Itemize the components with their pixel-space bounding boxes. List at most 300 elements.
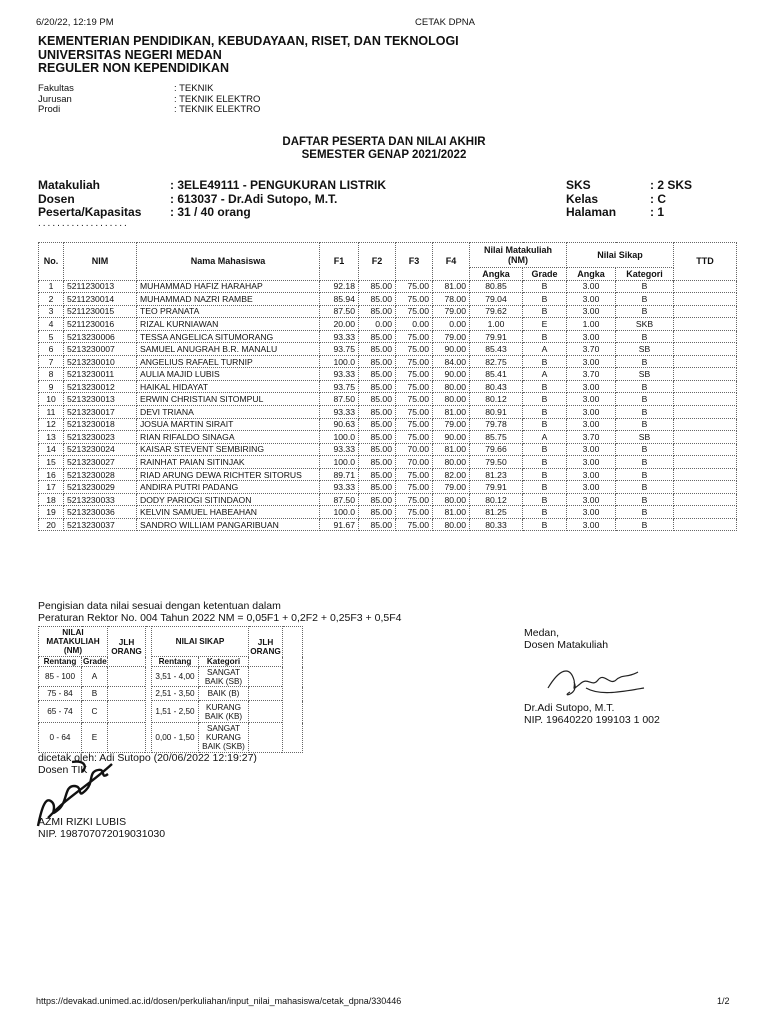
row-nm-grade: B (523, 380, 567, 393)
legend-count-e (108, 723, 146, 753)
table-row (39, 493, 737, 506)
row-nm-grade: B (523, 355, 567, 368)
row-f3: 75.00 (396, 280, 433, 293)
legend-grade-c: C (82, 701, 108, 723)
row-nm-angka: 79.04 (470, 293, 523, 306)
sign-role: Dosen Matakuliah (524, 639, 609, 651)
row-name: TESSA ANGELICA SITUMORANG (137, 330, 320, 343)
sign-place: Medan, (524, 627, 560, 639)
tik-nip: NIP. 198707072019031030 (38, 827, 166, 840)
row-f4: 79.00 (433, 330, 470, 343)
legend-srange-skb: 0,00 - 1,50 (152, 723, 199, 753)
row-no: 3 (39, 305, 64, 318)
row-name: ANDIRA PUTRI PADANG (137, 481, 320, 494)
row-f4: 81.00 (433, 406, 470, 419)
row-f2: 85.00 (359, 293, 396, 306)
row-name: SAMUEL ANUGRAH B.R. MANALU (137, 343, 320, 356)
page-value: : 1 (650, 205, 665, 219)
row-f1: 100.0 (320, 506, 359, 519)
row-f2: 85.00 (359, 305, 396, 318)
row-sikap-kategori: SKB (616, 318, 674, 331)
legend-range-a: 85 - 100 (39, 667, 82, 687)
row-signature (674, 481, 737, 494)
row-sikap-angka: 3.00 (567, 380, 616, 393)
row-nm-grade: B (523, 518, 567, 531)
legend-rentang: Rentang (39, 657, 82, 667)
row-no: 18 (39, 493, 64, 506)
row-f2: 85.00 (359, 406, 396, 419)
row-name: RIZAL KURNIAWAN (137, 318, 320, 331)
row-sikap-angka: 3.00 (567, 468, 616, 481)
row-sikap-angka: 3.00 (567, 493, 616, 506)
course-value: : 3ELE49111 - PENGUKURAN LISTRIK (170, 178, 387, 192)
row-nim: 5213230023 (64, 431, 137, 444)
row-nm-angka: 82.75 (470, 355, 523, 368)
row-sikap-angka: 3.70 (567, 431, 616, 444)
department-label: Jurusan (38, 93, 72, 105)
row-sikap-kategori: B (616, 418, 674, 431)
row-f1: 92.18 (320, 280, 359, 293)
row-name: RIAN RIFALDO SINAGA (137, 431, 320, 444)
row-nim: 5213230011 (64, 368, 137, 381)
legend-count-sb (249, 667, 283, 687)
university-name: UNIVERSITAS NEGERI MEDAN (38, 47, 222, 62)
row-nm-grade: B (523, 456, 567, 469)
row-f1: 93.33 (320, 406, 359, 419)
row-f3: 75.00 (396, 380, 433, 393)
row-nm-grade: B (523, 393, 567, 406)
row-f4: 80.00 (433, 518, 470, 531)
table-row (39, 431, 737, 444)
row-nim: 5213230027 (64, 456, 137, 469)
row-f3: 75.00 (396, 330, 433, 343)
row-f4: 81.00 (433, 506, 470, 519)
row-name: SANDRO WILLIAM PANGARIBUAN (137, 518, 320, 531)
document-title-line2: SEMESTER GENAP 2021/2022 (301, 148, 467, 161)
printed-by-line: dicetak oleh: Adi Sutopo (20/06/2022 12:19:27) (38, 752, 257, 764)
row-f2: 85.00 (359, 330, 396, 343)
row-f4: 0.00 (433, 318, 470, 331)
legend-jlh-header-2: JLH ORANG (249, 627, 283, 667)
legend-count-skb (249, 723, 283, 753)
row-sikap-angka: 3.70 (567, 368, 616, 381)
row-f1: 85.94 (320, 293, 359, 306)
row-nm-grade: B (523, 468, 567, 481)
row-f3: 75.00 (396, 343, 433, 356)
row-nm-angka: 80.33 (470, 518, 523, 531)
table-row (39, 406, 737, 419)
row-f1: 100.0 (320, 355, 359, 368)
row-signature (674, 468, 737, 481)
row-nim: 5213230033 (64, 493, 137, 506)
row-nm-grade: B (523, 330, 567, 343)
row-f3: 0.00 (396, 318, 433, 331)
row-nim: 5213230029 (64, 481, 137, 494)
row-nim: 5213230037 (64, 518, 137, 531)
row-nm-angka: 79.66 (470, 443, 523, 456)
row-nm-angka: 80.12 (470, 393, 523, 406)
row-sikap-angka: 3.00 (567, 355, 616, 368)
col-sikap-group: Nilai Sikap (567, 243, 674, 268)
program-value: : TEKNIK ELEKTRO (174, 104, 261, 116)
legend-range-b: 75 - 84 (39, 687, 82, 701)
row-f1: 93.33 (320, 443, 359, 456)
row-nim: 5213230010 (64, 355, 137, 368)
row-f2: 85.00 (359, 418, 396, 431)
row-f1: 100.0 (320, 456, 359, 469)
row-f1: 100.0 (320, 431, 359, 444)
row-sikap-kategori: B (616, 456, 674, 469)
faculty-info (38, 84, 260, 116)
row-sikap-kategori: B (616, 293, 674, 306)
row-f4: 80.00 (433, 493, 470, 506)
row-f2: 85.00 (359, 443, 396, 456)
table-row (39, 468, 737, 481)
table-row (39, 368, 737, 381)
row-nm-angka: 79.50 (470, 456, 523, 469)
document-title (0, 136, 768, 161)
print-title: CETAK DPNA (415, 17, 476, 28)
legend-kat-b: BAIK (B) (199, 687, 249, 701)
row-nm-grade: B (523, 418, 567, 431)
row-sikap-kategori: SB (616, 431, 674, 444)
row-f3: 75.00 (396, 355, 433, 368)
row-signature (674, 305, 737, 318)
col-nm-angka: Angka (470, 268, 523, 281)
legend-kat-sb: SANGAT BAIK (SB) (199, 667, 249, 687)
legend-grade-b: B (82, 687, 108, 701)
row-f4: 90.00 (433, 431, 470, 444)
table-row (39, 456, 737, 469)
legend-grade: Grade (83, 657, 107, 666)
row-sikap-kategori: B (616, 506, 674, 519)
row-nm-grade: B (523, 305, 567, 318)
tik-name: AZMI RIZKI LUBIS (38, 816, 127, 828)
lecturer-nip: NIP. 19640220 199103 1 002 (524, 714, 660, 726)
legend-spacer-2 (283, 627, 303, 753)
row-sikap-angka: 3.00 (567, 418, 616, 431)
row-sikap-angka: 3.00 (567, 456, 616, 469)
col-f2: F2 (359, 243, 396, 281)
row-f3: 75.00 (396, 305, 433, 318)
col-nim: NIM (64, 243, 137, 281)
row-f4: 80.00 (433, 456, 470, 469)
row-name: ANGELIUS RAFAEL TURNIP (137, 355, 320, 368)
row-no: 16 (39, 468, 64, 481)
row-no: 13 (39, 431, 64, 444)
row-sikap-kategori: B (616, 330, 674, 343)
legend-kat-skb: SANGAT KURANG BAIK (SKB) (199, 723, 249, 753)
legend-grade-a: A (82, 667, 108, 687)
row-nm-angka: 81.23 (470, 468, 523, 481)
row-sikap-kategori: B (616, 380, 674, 393)
row-f4: 81.00 (433, 443, 470, 456)
row-sikap-kategori: B (616, 481, 674, 494)
col-f4: F4 (433, 243, 470, 281)
row-f1: 90.63 (320, 418, 359, 431)
row-f3: 75.00 (396, 468, 433, 481)
page-label: Halaman (566, 205, 617, 219)
row-nim: 5211230016 (64, 318, 137, 331)
row-f4: 90.00 (433, 343, 470, 356)
row-nim: 5213230013 (64, 393, 137, 406)
row-no: 10 (39, 393, 64, 406)
row-nm-grade: A (523, 431, 567, 444)
dotted-separator: ................... (38, 218, 129, 229)
row-f2: 85.00 (359, 280, 396, 293)
row-no: 19 (39, 506, 64, 519)
course-meta (38, 179, 386, 220)
row-no: 5 (39, 330, 64, 343)
row-name: RIAD ARUNG DEWA RICHTER SITORUS (137, 468, 320, 481)
footer-url: https://devakad.unimed.ac.id/dosen/perkuliahan/input_nilai_mahasiswa/cetak_dpna/330446 (36, 996, 402, 1006)
row-sikap-angka: 3.70 (567, 343, 616, 356)
legend-rentang-sikap: Rentang (152, 657, 199, 667)
row-f4: 81.00 (433, 280, 470, 293)
grading-note-line1: Pengisian data nilai sesuai dengan ketentuan dalam (38, 600, 281, 612)
table-row (39, 280, 737, 293)
legend-kategori: Kategori (199, 657, 249, 667)
row-name: HAIKAL HIDAYAT (137, 380, 320, 393)
col-nm-group: Nilai Matakuliah (NM) (470, 243, 567, 268)
row-nm-grade: B (523, 493, 567, 506)
col-nm-grade: Grade (523, 268, 567, 281)
row-f4: 79.00 (433, 481, 470, 494)
row-f1: 93.33 (320, 368, 359, 381)
row-f2: 85.00 (359, 431, 396, 444)
row-sikap-kategori: B (616, 443, 674, 456)
table-row (39, 318, 737, 331)
row-f3: 75.00 (396, 368, 433, 381)
row-no: 17 (39, 481, 64, 494)
row-signature (674, 293, 737, 306)
legend-nm-header: NILAI MATAKULIAH (NM) (39, 627, 108, 657)
row-sikap-angka: 3.00 (567, 481, 616, 494)
col-ttd: TTD (674, 243, 737, 281)
department-value: : TEKNIK ELEKTRO (174, 93, 261, 105)
row-sikap-angka: 3.00 (567, 330, 616, 343)
row-f2: 85.00 (359, 393, 396, 406)
capacity-label: Peserta/Kapasitas (38, 205, 142, 219)
row-no: 20 (39, 518, 64, 531)
row-f1: 93.33 (320, 330, 359, 343)
legend-jlh-header: JLH ORANG (108, 627, 146, 667)
row-f1: 93.75 (320, 343, 359, 356)
row-nm-grade: B (523, 406, 567, 419)
row-nim: 5213230012 (64, 380, 137, 393)
table-row (39, 506, 737, 519)
row-signature (674, 518, 737, 531)
grades-table (38, 242, 737, 531)
row-nm-angka: 80.43 (470, 380, 523, 393)
row-name: MUHAMMAD HAFIZ HARAHAP (137, 280, 320, 293)
row-name: RAINHAT PAIAN SITINJAK (137, 456, 320, 469)
row-f2: 85.00 (359, 368, 396, 381)
row-f1: 87.50 (320, 493, 359, 506)
row-name: JOSUA MARTIN SIRAIT (137, 418, 320, 431)
sks-value: : 2 SKS (650, 178, 693, 192)
row-signature (674, 456, 737, 469)
table-row (39, 393, 737, 406)
row-f3: 70.00 (396, 456, 433, 469)
row-f3: 70.00 (396, 443, 433, 456)
row-no: 11 (39, 406, 64, 419)
row-nm-grade: B (523, 481, 567, 494)
row-signature (674, 393, 737, 406)
row-sikap-angka: 3.00 (567, 293, 616, 306)
class-value: : C (650, 191, 666, 206)
lecturer-label: Dosen (38, 191, 75, 206)
row-nim: 5213230006 (64, 330, 137, 343)
row-f3: 75.00 (396, 506, 433, 519)
row-nm-grade: B (523, 506, 567, 519)
row-signature (674, 368, 737, 381)
program-label: Prodi (38, 104, 61, 116)
row-nim: 5211230015 (64, 305, 137, 318)
row-nim: 5213230036 (64, 506, 137, 519)
row-f4: 90.00 (433, 368, 470, 381)
col-sikap-kategori: Kategori (616, 268, 674, 281)
row-sikap-kategori: B (616, 518, 674, 531)
row-f2: 85.00 (359, 355, 396, 368)
row-nim: 5213230024 (64, 443, 137, 456)
row-sikap-angka: 3.00 (567, 393, 616, 406)
row-f1: 87.50 (320, 393, 359, 406)
row-name: DODY PARIOGI SITINDAON (137, 493, 320, 506)
table-row (39, 330, 737, 343)
row-f1: 93.33 (320, 481, 359, 494)
row-f3: 75.00 (396, 481, 433, 494)
row-f4: 82.00 (433, 468, 470, 481)
row-nm-angka: 80.91 (470, 406, 523, 419)
row-nm-angka: 79.91 (470, 481, 523, 494)
row-sikap-angka: 3.00 (567, 280, 616, 293)
row-signature (674, 280, 737, 293)
row-signature (674, 443, 737, 456)
capacity-value: : 31 / 40 orang (170, 205, 251, 219)
grading-note (38, 601, 401, 624)
class-label: Kelas (566, 191, 599, 206)
row-name: AULIA MAJID LUBIS (137, 368, 320, 381)
table-row (39, 418, 737, 431)
row-nm-angka: 85.75 (470, 431, 523, 444)
row-nm-angka: 85.41 (470, 368, 523, 381)
row-f4: 84.00 (433, 355, 470, 368)
row-nm-angka: 80.85 (470, 280, 523, 293)
row-nim: 5213230007 (64, 343, 137, 356)
row-f4: 80.00 (433, 393, 470, 406)
table-row (39, 305, 737, 318)
row-f4: 80.00 (433, 380, 470, 393)
row-signature (674, 380, 737, 393)
row-sikap-kategori: B (616, 355, 674, 368)
col-f1: F1 (320, 243, 359, 281)
col-name: Nama Mahasiswa (137, 243, 320, 281)
row-sikap-kategori: B (616, 393, 674, 406)
row-nm-grade: E (523, 318, 567, 331)
legend-range-e: 0 - 64 (39, 723, 82, 753)
faculty-value: : TEKNIK (174, 83, 214, 94)
row-nm-grade: B (523, 293, 567, 306)
row-name: ERWIN CHRISTIAN SITOMPUL (137, 393, 320, 406)
row-signature (674, 355, 737, 368)
row-f2: 85.00 (359, 468, 396, 481)
row-f2: 85.00 (359, 481, 396, 494)
legend-count-c (108, 701, 146, 723)
row-no: 4 (39, 318, 64, 331)
row-signature (674, 493, 737, 506)
row-sikap-kategori: B (616, 468, 674, 481)
row-sikap-angka: 3.00 (567, 506, 616, 519)
row-f2: 85.00 (359, 518, 396, 531)
legend-range-c: 65 - 74 (39, 701, 82, 723)
legend-srange-kb: 1,51 - 2,50 (152, 701, 199, 723)
row-f2: 85.00 (359, 456, 396, 469)
row-sikap-kategori: B (616, 493, 674, 506)
printed-by-role: Dosen TIK (38, 763, 88, 776)
row-signature (674, 406, 737, 419)
row-nm-grade: A (523, 343, 567, 356)
sks-label: SKS (566, 178, 591, 192)
row-nim: 5211230014 (64, 293, 137, 306)
row-no: 15 (39, 456, 64, 469)
print-datetime: 6/20/22, 12:19 PM (36, 17, 114, 28)
row-nim: 5213230017 (64, 406, 137, 419)
footer-page-number: 1/2 (717, 996, 730, 1006)
row-f2: 0.00 (359, 318, 396, 331)
table-row (39, 481, 737, 494)
lecturer-signature-name-block (524, 702, 660, 726)
program-type: REGULER NON KEPENDIDIKAN (38, 61, 229, 75)
row-f2: 85.00 (359, 506, 396, 519)
row-f3: 75.00 (396, 393, 433, 406)
table-row (39, 293, 737, 306)
lecturer-signature-icon (540, 658, 650, 702)
row-nim: 5213230028 (64, 468, 137, 481)
row-signature (674, 330, 737, 343)
legend-count-kb (249, 701, 283, 723)
row-nm-grade: B (523, 280, 567, 293)
row-no: 8 (39, 368, 64, 381)
row-nm-grade: B (523, 443, 567, 456)
row-f3: 75.00 (396, 518, 433, 531)
row-sikap-kategori: SB (616, 343, 674, 356)
grading-legend-table (38, 626, 303, 753)
table-row (39, 518, 737, 531)
legend-count-a (108, 667, 146, 687)
row-name: KELVIN SAMUEL HABEAHAN (137, 506, 320, 519)
row-sikap-angka: 1.00 (567, 318, 616, 331)
row-no: 6 (39, 343, 64, 356)
grades-table-body (39, 280, 737, 531)
row-f2: 85.00 (359, 343, 396, 356)
row-nim: 5211230013 (64, 280, 137, 293)
legend-grade-e: E (82, 723, 108, 753)
row-f3: 75.00 (396, 493, 433, 506)
row-f1: 91.67 (320, 518, 359, 531)
row-f1: 89.71 (320, 468, 359, 481)
table-row (39, 380, 737, 393)
row-nm-angka: 79.62 (470, 305, 523, 318)
row-no: 1 (39, 280, 64, 293)
legend-count-kb-b (249, 687, 283, 701)
col-sikap-angka: Angka (567, 268, 616, 281)
col-f3: F3 (396, 243, 433, 281)
lecturer-signature-block (524, 627, 608, 651)
lecturer-value: : 613037 - Dr.Adi Sutopo, M.T. (170, 191, 338, 206)
row-f2: 85.00 (359, 380, 396, 393)
row-sikap-kategori: B (616, 406, 674, 419)
